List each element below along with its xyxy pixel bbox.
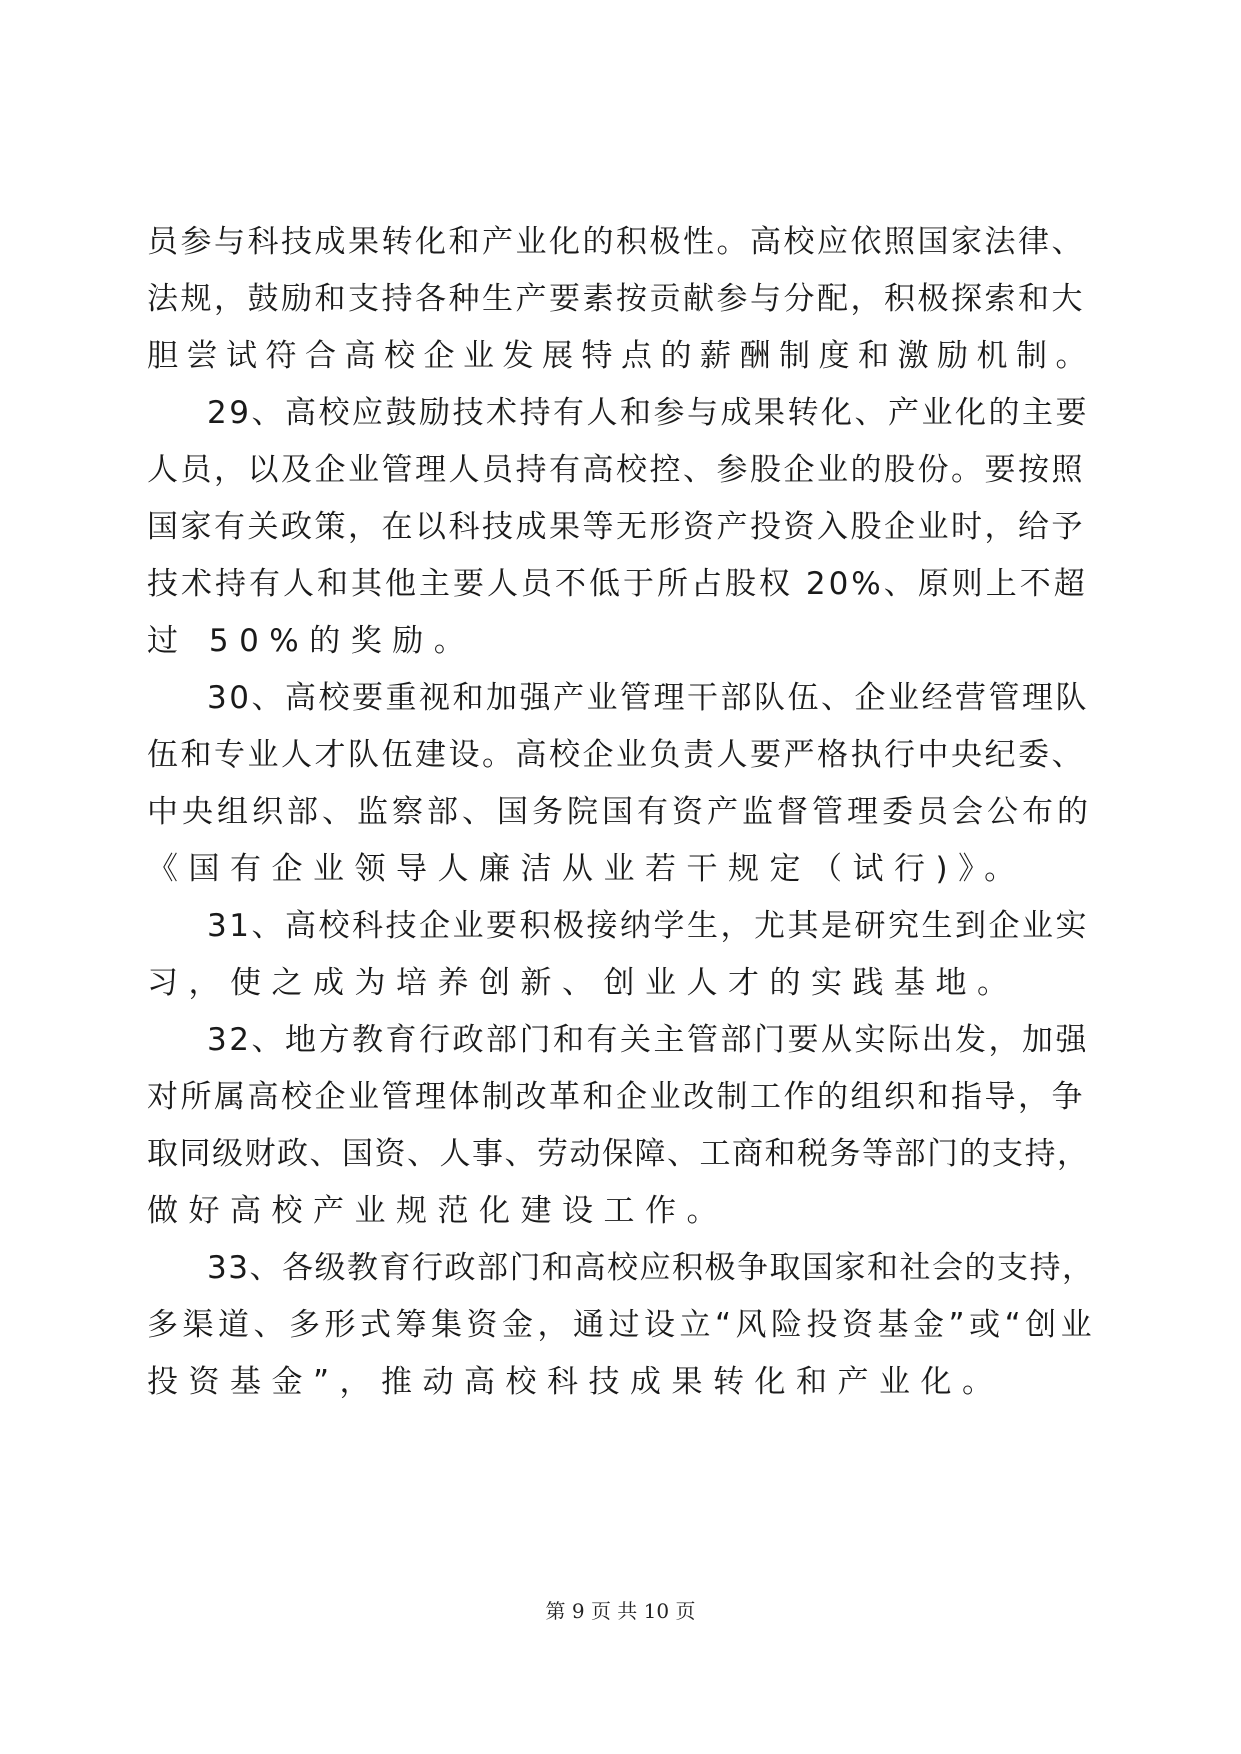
paragraph-33-start: 33、各级教育行政部门和高校应积极争取国家和社会的支持， <box>207 1250 1095 1286</box>
page-footer: 第 9 页 共 10 页 <box>545 1599 696 1623</box>
text-line: 人员，以及企业管理人员持有高校控、参股企业的股份。要按照 <box>147 452 1085 488</box>
text-line: 伍和专业人才队伍建设。高校企业负责人要严格执行中央纪委、 <box>147 737 1085 773</box>
paragraph-30-start: 30、高校要重视和加强产业管理干部队伍、企业经营管理队 <box>207 680 1089 716</box>
text-line: 胆尝试符合高校企业发展特点的薪酬制度和激励机制。 <box>147 338 1095 374</box>
text-line: 对所属高校企业管理体制改革和企业改制工作的组织和指导，争 <box>147 1079 1085 1115</box>
text-line: 取同级财政、国资、人事、劳动保障、工商和税务等部门的支持， <box>147 1136 1090 1172</box>
paragraph-29-start: 29、高校应鼓励技术持有人和参与成果转化、产业化的主要 <box>207 395 1089 431</box>
text-line: 员参与科技成果转化和产业化的积极性。高校应依照国家法律、 <box>147 224 1085 260</box>
text-line: 国家有关政策，在以科技成果等无形资产投资入股企业时，给予 <box>147 509 1085 545</box>
text-line: 做好高校产业规范化建设工作。 <box>147 1193 728 1229</box>
text-line: 投资基金”，推动高校科技成果转化和产业化。 <box>147 1364 1004 1400</box>
text-line: 技术持有人和其他主要人员不低于所占股权 20%、原则上不超 <box>147 566 1088 602</box>
text-line: 中央组织部、监察部、国务院国有资产监督管理委员会公布的 <box>147 794 1092 830</box>
paragraph-32-start: 32、地方教育行政部门和有关主管部门要从实际出发，加强 <box>207 1022 1089 1058</box>
paragraph-31-start: 31、高校科技企业要积极接纳学生，尤其是研究生到企业实 <box>207 908 1089 944</box>
text-line: 多渠道、多形式筹集资金，通过设立“风险投资基金”或“创业 <box>147 1307 1097 1343</box>
text-line: 过 50%的奖励。 <box>147 623 476 659</box>
text-line: 《国有企业领导人廉洁从业若干规定（试行)》。 <box>147 851 1026 887</box>
text-line: 法规，鼓励和支持各种生产要素按贡献参与分配，积极探索和大 <box>147 281 1085 317</box>
text-line: 习，使之成为培养创新、创业人才的实践基地。 <box>147 965 1019 1001</box>
